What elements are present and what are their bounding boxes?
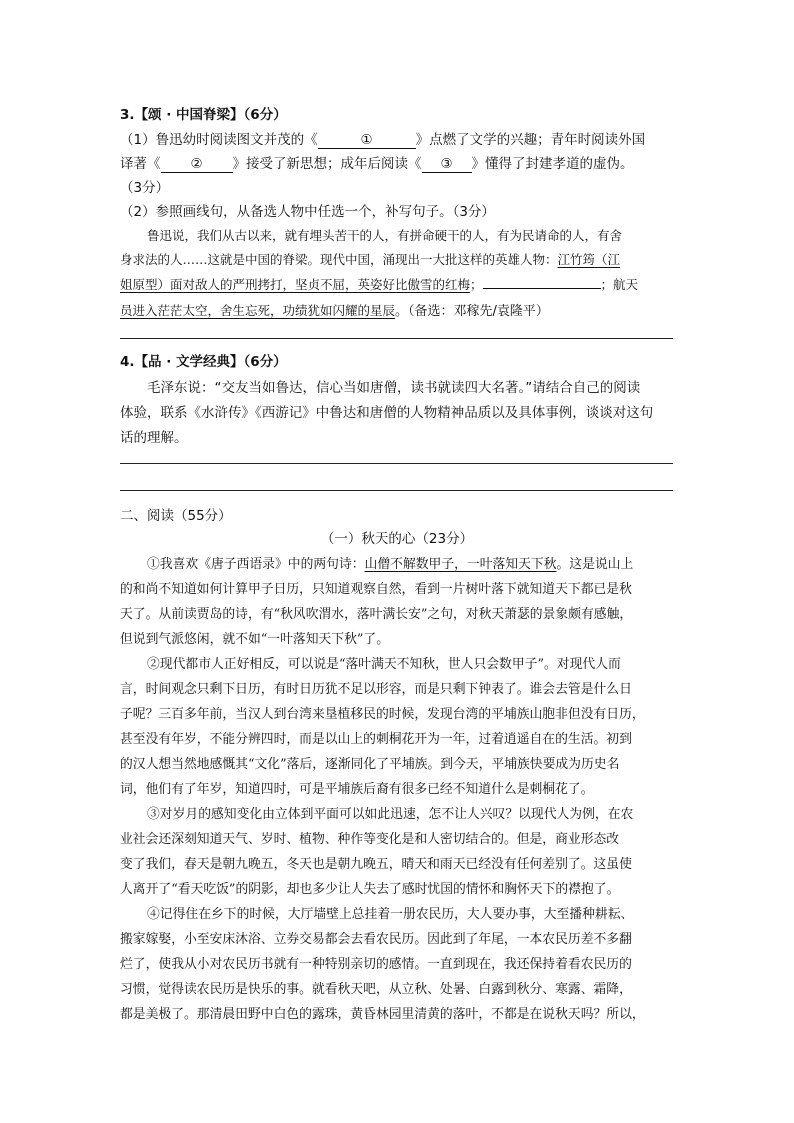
passage-text: 身求法的人……这就是中国的脊梁。现代中国，涌现出一大批这样的英雄人物： — [120, 252, 558, 267]
q3-sub1-text-d: 》接受了新思想；成年后阅读《 — [232, 156, 422, 172]
q4-title: 4.【品 · 文学经典】（6分） — [120, 354, 287, 370]
q3-sub1-score: （3分） — [120, 180, 170, 196]
underlined-sentence-part1: 江竹筠（江 — [557, 252, 621, 267]
q3-sub1-line2 — [120, 152, 634, 173]
q4-line2: 体验，联系《水浒传》《西游记》中鲁达和唐僧的人物精神品质以及具体事例，谈谈对这句 — [120, 405, 654, 421]
article-p3-line4: 人离开了“看天吃饭”的阴影，却也多少让人失去了感时忧国的情怀和胸怀天下的襟抱了。 — [120, 882, 620, 897]
text: 。这是说山上 — [556, 557, 634, 572]
article-p1-line2: 的和尚不知道如何计算甲子日历，只知道观察自然，看到一片树叶落下就知道天下都已是秋 — [120, 582, 632, 597]
candidates-note: 。（备选：邓稼先/袁隆平） — [395, 304, 549, 319]
answer-line[interactable] — [120, 463, 673, 464]
semicolon: ； — [470, 277, 483, 292]
article-p2-line4: 甚至没有年岁，不能分辨四时，而是以山上的刺桐花开为一年，过着逍遥自在的生活。初到 — [120, 732, 632, 747]
q3-passage-line4 — [120, 300, 549, 319]
article-p2-line5: 的汉人想当然地感慨其“文化”落后，逐渐同化了平埔族。到今天，平埔族快要成为历史名 — [120, 757, 620, 772]
underlined-sentence-part3: 员进入茫茫太空，舍生忘死，功绩犹如闪耀的星辰 — [120, 303, 396, 318]
text: ①我喜欢《唐子西语录》中的两句诗： — [147, 557, 365, 572]
underlined-poem: 山僧不解数甲子，一叶落知天下秋 — [364, 557, 557, 572]
article-p4-line2: 搬家嫁娶，小至安床沐浴、立券交易都会去看农民历。因此到了年尾，一本农民历差不多翻 — [120, 932, 632, 947]
q4-line1: 毛泽东说：“交友当如鲁达，信心当如唐僧，读书就读四大名著。”请结合自己的阅读 — [147, 380, 641, 396]
q3-sub2-prompt: （2）参照画线句，从备选人物中任选一个，补写句子。（3分） — [120, 204, 495, 220]
article-p1-line1 — [147, 553, 633, 572]
article-p4-line3: 烂了，使我从小对农民历书就有一种特别亲切的感情。一直到现在，我还保持着看农民历的 — [120, 957, 632, 972]
article-p2-line6: 词，他们有了年岁，知道四时，可是平埔族后裔有很多已经不知道什么是刺桐花了。 — [120, 782, 594, 797]
q3-passage-line1: 鲁迅说，我们从古以来，就有埋头苦干的人，有拼命硬干的人，有为民请命的人，有舍 — [147, 228, 623, 243]
passage-text: ；航天 — [600, 277, 639, 292]
article-p2-line2: 言，时间观念只剩下日历，有时日历犹不足以形容，而是只剩下钟表了。谁会去管是什么日 — [120, 682, 632, 697]
blank-1[interactable]: ① — [318, 133, 416, 149]
article-p1-line3: 天了。从前读贾岛的诗，有“秋风吹渭水，落叶满长安”之句，对秋天萧瑟的景象颇有感触， — [120, 607, 633, 622]
article-p3-line2: 业社会还深刻知道天气、岁时、植物、种作等变化是和人密切结合的。但是，商业形态改 — [120, 832, 620, 847]
underlined-sentence-part2: 姐原型）面对敌人的严刑拷打，坚贞不屈，英姿好比傲雪的红梅 — [120, 277, 471, 292]
article-p1-line4: 但说到气派悠闲，就不如“一叶落知天下秋”了。 — [120, 632, 390, 647]
answer-blank[interactable] — [483, 275, 601, 289]
article-p2-line1: ②现代都市人正好相反，可以说是“落叶满天不知秋，世人只会数甲子”。对现代人而 — [147, 657, 621, 672]
article-p3-line3: 变了我们，春天是朝九晚五，冬天也是朝九晚五，晴天和雨天已经没有任何差别了。这虽使 — [120, 857, 632, 872]
q4-line3: 话的理解。 — [120, 430, 188, 446]
blank-3[interactable]: ③ — [422, 157, 472, 173]
q3-title: 3.【颂 · 中国脊梁】（6分） — [120, 107, 287, 123]
article-p4-line4: 习惯，觉得读农民历是快乐的事。就看秋天吧，从立秋、处暑、白露到秋分、寒露、霜降， — [120, 982, 632, 997]
section-title: 二、阅读（55分） — [120, 508, 232, 524]
answer-line[interactable] — [120, 338, 673, 339]
q3-sub1-line1 — [120, 128, 645, 149]
q3-passage-line3 — [120, 275, 638, 293]
answer-line[interactable] — [120, 490, 673, 491]
article-p4-line5: 都是美极了。那清晨田野中白色的露珠，黄昏林园里清黄的落叶，不都是在说秋天吗？所以， — [120, 1007, 645, 1022]
blank-2[interactable]: ② — [161, 157, 233, 173]
q3-sub1-text-e: 》懂得了封建孝道的虚伪。 — [471, 156, 634, 172]
q3-sub1-text-a: （1）鲁迅幼时阅读图文并茂的《 — [120, 132, 318, 148]
article-p3-line1: ③对岁月的感知变化由立体到平面可以如此迅速，怎不让人兴叹？以现代人为例，在农 — [147, 807, 634, 822]
article-p4-line1: ④记得住在乡下的时候，大厅墙壁上总挂着一册农民历，大人要办事，大至播种耕耘、 — [147, 907, 634, 922]
article-p2-line3: 子呢？三百多年前，当汉人到台湾来垦植移民的时候，发现台湾的平埔族山胞非但没有日历， — [120, 707, 645, 722]
article-title: （一）秋天的心（23分） — [320, 531, 474, 547]
q3-sub1-text-b: 》点燃了文学的兴趣；青年时阅读外国 — [415, 132, 646, 148]
q3-sub1-text-c: 译著《 — [120, 156, 161, 172]
q3-passage-line2 — [120, 250, 620, 268]
